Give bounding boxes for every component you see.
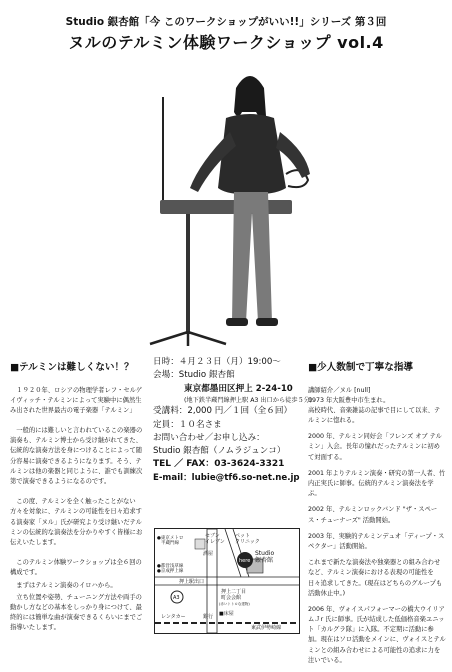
map-label-barber: ■床屋 [219,611,234,617]
event-info-column [153,356,313,486]
map-label-studio: Studio 銀杏館 [255,550,275,564]
instructor-paragraph: これまで新たな演奏法や独楽器との組み合わせなど、テルミン演奏における表現の可能性を日々追求してきた。(現在はどちらのグループも活動休止中。) [308,559,443,597]
instructor-paragraph: 高校時代、音楽雑誌の記事で目にして以来、テルミンに惚れる。 [308,406,441,425]
intro-column [10,360,145,643]
intro-heading: ■テルミンは難しくない！？ [10,362,134,373]
contact-heading: お問い合わせ／お申し込み： [153,432,265,443]
performer-photo [130,52,330,348]
theremin-body [160,200,292,214]
map-label-here: here [239,558,251,564]
page-title: ヌルのテルミン体験ワークショップ vol.4 [68,33,384,52]
event-capacity: 定員：１０名さま [153,419,222,430]
theremin-stand-base [150,332,226,346]
event-date: 日時：４月２３日（月）19:00～ [153,357,281,367]
map-label-shrine: 押上二丁目町会会館 [221,589,247,601]
map-label-metro-top: ●東京メトロ半蔵門線 [157,536,184,546]
event-address: 東京都墨田区押上 2-24-10 [184,383,293,394]
map-label-bank: 銀行 [203,614,214,620]
map-road-horizontal [155,577,299,585]
event-fee: 受講料：2,000 円／１回（全６回） [153,406,293,417]
performer-shoe-left [226,318,248,326]
intro-paragraph: この度、テルミンを全く触ったことがない方々を対象に、テルミンの可能性を日々追求する演奏家「ヌル」氏が研究より受け継いだテルミンの伝統的な演奏法を分かりやすく皆様にお伝えいたします。 [10,498,143,546]
performer-legs [232,192,272,322]
performer-shoe-right [256,318,278,326]
map-label-pet: ペットクリニック [235,533,260,545]
intro-paragraph: １９２０年、ロシアの物理学者レフ・セルゲイヴィッチ・テルミンによって実験中に偶然生み出された世界最古の電子楽器「テルミン」 [10,386,143,414]
intro-paragraph: 一般的には難しいと言われているこの楽器の演奏も、テルミン博士から受け継がれてきた、伝統的な演奏方法を身につけることによって随分容易に演奏できるようになります。そう、テルミンは他の楽器と同じように、誰でも訓練次第で演奏できるようになるのです。 [10,427,143,486]
event-access: (地下鉄半蔵門線押上駅 A3 出口から徒歩５分) [184,396,313,404]
intro-paragraph: 立ち位置や姿勢、チューニング方法や両手の動かし方などの基本をしっかり身につけて、最終的には簡単な曲が演奏できるくらいにまでご指導いたします。 [10,593,143,632]
instructor-paragraph: 2001 年よりテルミン演奏・研究の第一人者、竹内正実氏に師事。伝統的テルミン演奏法を学ぶ。 [308,469,446,498]
map-label-rental: レンタカー [161,614,186,620]
theremin-stand-pole [186,214,190,334]
map-label-line: 東武伊勢崎線 [251,625,282,631]
performer-jacket [218,114,286,194]
performer-hair [234,76,266,117]
map-label-seven: セブンイレブン [205,533,225,545]
map-label-exit: A3 [173,595,180,601]
instructor-paragraph: 2006 年、ヴォイスパフォーマーの橋大ウイリアムＪr 氏に師事。氏が結成した低価格音楽ユニット「カルグラ隊」に入隊。不定期に活動に参加。現在はソロ活動をメインに、ヴォイスとテルミンとの組み合わせによる可能性の追求に力を注いでいる。 [308,605,446,664]
contact-email: E-mail：lubie@tf6.so-net.ne.jp [153,473,300,484]
map-label-shrine-sub: (赤いトトロな建物) [219,602,250,606]
access-map [154,528,300,634]
theremin-antenna [162,97,164,202]
instructor-paragraph: 2002 年、テルミンロックバンド "ザ・スペース・チューナーズ" 活動開始。 [308,506,438,524]
contact-org: Studio 銀杏館（ノムラジュンコ） [153,446,286,457]
instructor-paragraph: 2003 年、実験的テルミンデュオ「ディープ・スペクター」活動開始。 [308,532,445,550]
series-subtitle: Studio 銀杏館「今 このワークショップがいい!!」シリーズ 第３回 [65,16,387,28]
instructor-heading: ■少人数制で丁寧な指導 [308,362,414,373]
map-label-metro: ●都営浅草線●京成押上線 [157,564,184,574]
event-venue: 会場：Studio 銀杏館 [153,370,235,381]
intro-paragraph: このテルミン体験ワークショップは全６回の構成です。 [10,559,142,577]
intro-paragraph: まずはテルミン演奏のイロハから。 [16,581,117,589]
instructor-paragraph: 2000 年、テルミン同好会「フレンズ オブ テルミン」入会。長年の憧れだったテルミンに初めて対面する。 [308,433,442,461]
contact-tel: TEL ／ FAX：03-3624-3321 [153,459,285,470]
map-label-liquor: 酒屋 [203,551,214,557]
map-building-seven [195,539,205,549]
instructor-paragraph: 講師紹介／ヌル [null] [308,386,371,394]
map-label-station: 押上駅出口 [179,579,205,585]
instructor-column [308,360,446,672]
instructor-paragraph: 1973 年大阪豊中市生まれ。 [308,396,390,404]
